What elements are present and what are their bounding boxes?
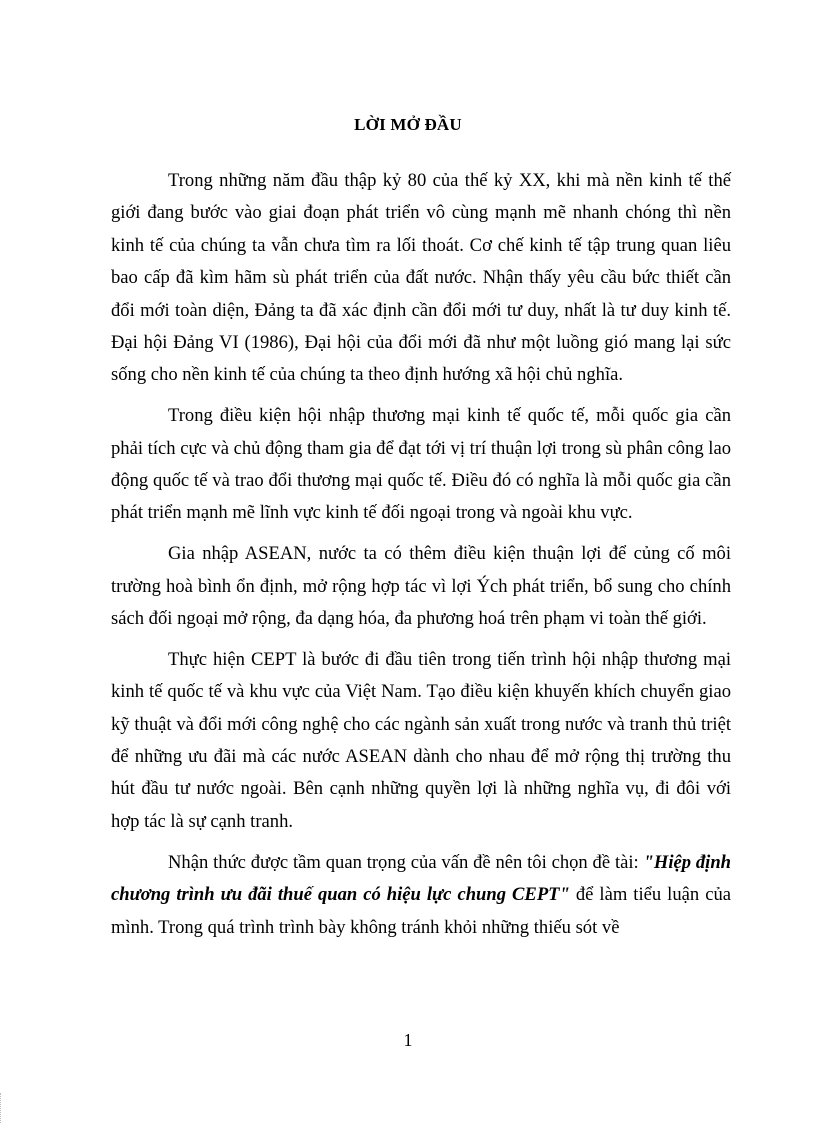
page-title: LỜI MỞ ĐẦU (354, 115, 462, 134)
paragraph: Trong những năm đầu thập kỷ 80 của thế kỷ XX, khi mà nền kinh tế thế giới đang bước vào giai đoạn phát triển vô cùng mạnh mẽ nhanh chóng thì nền kinh tế của chúng ta vẫn chưa tìm ra lối thoát. Cơ chế kinh tế tập trung quan liêu bao cấp đã kìm hãm sù phát triển của đất nước. Nhận thấy yêu cầu bức thiết cần đổi mới toàn diện, Đảng ta đã xác định cần đổi mới tư duy, nhất là tư duy kinh tế. Đại hội Đảng VI (1986), Đại hội của đổi mới đã như một luồng gió mang lại sức sống cho nền kinh tế của chúng ta theo định hướng xã hội chủ nghĩa. (111, 170, 731, 386)
paragraph: Trong điều kiện hội nhập thương mại kinh tế quốc tế, mỗi quốc gia cần phải tích cực và chủ động tham gia để đạt tới vị trí thuận lợi trong sù phân công lao động quốc tế và trao đổi thương mại quốc tế. Điều đó có nghĩa là mỗi quốc gia cần phát triển mạnh mẽ lĩnh vực kinh tế đối ngoại trong và ngoài khu vực. (111, 405, 731, 524)
paragraph-text: Nhận thức được tầm quan trọng của vấn đề nên tôi chọn đề tài: (168, 851, 644, 873)
topic-title-emphasis: "Hiệp định chương trình ưu đãi thuế quan có hiệu lực chung CEPT" (111, 851, 732, 906)
paragraph: Thực hiện CEPT là bước đi đầu tiên trong tiến trình hội nhập thương mại kinh tế quốc tế và khu vực của Việt Nam. Tạo điều kiện khuyến khích chuyển giao kỹ thuật và đổi mới công nghệ cho các ngành sản xuất trong nước và tranh thủ triệt để những ưu đãi mà các nước ASEAN dành cho nhau để mở rộng thị trường thu hút đầu tư nước ngoài. Bên cạnh những quyền lợi là những nghĩa vụ, đi đôi với hợp tác là sự cạnh tranh. (111, 648, 731, 832)
paragraph-text: để làm tiểu luận của mình. Trong quá trình trình bày không tránh khỏi những thiếu sót về (111, 884, 731, 938)
document-body (111, 165, 731, 944)
paragraph: Gia nhập ASEAN, nước ta có thêm điều kiện thuận lợi để củng cố môi trường hoà bình ổn định, mở rộng hợp tác vì lợi Ých phát triển, bổ sung cho chính sách đối ngoại mở rộng, đa dạng hóa, đa phương hoá trên phạm vi toàn thế giới. (111, 543, 731, 630)
paragraph-last (111, 847, 731, 944)
page-edge-mark (0, 1093, 4, 1123)
page-number: 1 (403, 1030, 413, 1050)
